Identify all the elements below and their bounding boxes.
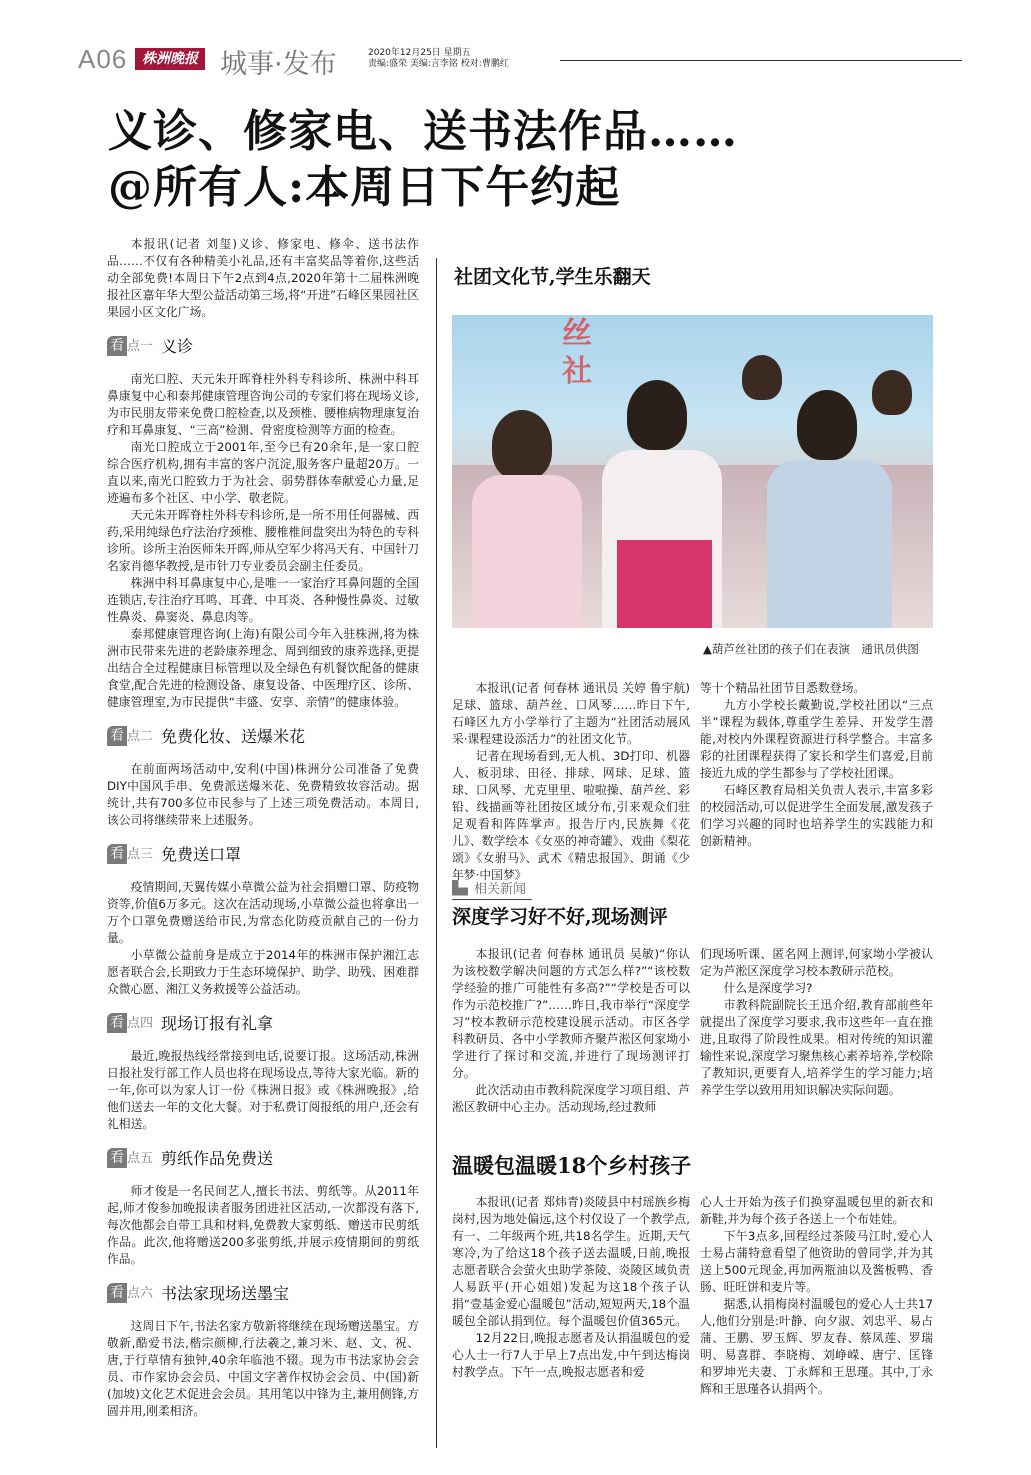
- club-article-title: 社团文化节,学生乐翻天: [454, 266, 651, 288]
- paragraph: 九方小学校长戴勤说,学校社团以“三点半”课程为载体,尊重学生差异、开发学生潜能,对校内外课程资源进行科学整合。丰富多彩的社团课程获得了家长和学生们喜爱,目前接近九成的学生都参与了学校社团课。: [700, 698, 933, 780]
- paragraph: 此次活动由市教科院深度学习项目组、芦淞区教研中心主办。活动现场,经过教师: [452, 1083, 690, 1114]
- paragraph: 12月22日,晚报志愿者及认捐温暖包的爱心人士一行7人于早上7点出发,中午到达梅岗村教学点。下午一点,晚报志愿者和爱: [452, 1331, 690, 1379]
- paragraph: 下午3点多,回程经过茶陵马江时,爱心人士易占蒲特意看望了他资助的曾同学,并为其送上500元现金,再加两瓶油以及酱板鸭、香肠、旺旺饼和麦片等。: [700, 1229, 933, 1294]
- paragraph: 本报讯(记者 何春林 通讯员 吴敏)“你认为该校数学解决问题的方式怎么样?”“该校数学经验的推广可能性有多高?”“学校是否可以作为示范校推广?”……昨日,我市举行“深度学习”校本教研示范校建设展示活动。市区各学科教研员、各中小学教师齐聚芦淞区何家坳小学进行了探讨和交流,并进行了现场测评打分。: [452, 947, 690, 1080]
- club-column-2: [700, 680, 933, 850]
- paragraph: 心人士开始为孩子们换穿温暖包里的新衣和新鞋,并为每个孩子各送上一个布娃娃。: [700, 1195, 933, 1226]
- main-article: [107, 236, 419, 1420]
- paragraph: 本报讯(记者 何春林 通讯员 关婷 鲁宇航)足球、篮球、葫芦丝、口风琴……昨日下午,石峰区九方小学举行了主题为“社团活动展风采·课程建设添活力”的社团文化节。: [452, 681, 690, 746]
- highlight-number: 点四: [127, 1015, 154, 1031]
- issue-meta: [368, 48, 509, 70]
- headline: [108, 104, 738, 216]
- paragraph: 据悉,认捐梅岗村温暖包的爱心人士共17人,他们分别是:叶静、向夕淑、刘忠平、易占蒲、王鹏、罗玉辉、罗友春、蔡凤莲、罗瑞明、易喜群、李晓梅、刘峥嵘、唐宁、匡锋和罗坤光夫妻、丁永辉和王思瑾。其中,丁永辉和王思瑾各认捐两个。: [700, 1297, 933, 1396]
- highlight-heading: [107, 335, 419, 357]
- warm-column-2: [700, 1194, 933, 1398]
- paragraph: 们现场听课、匿名网上测评,何家坳小学被认定为芦淞区深度学习校本教研示范校。: [700, 947, 933, 978]
- related-article-title: 深度学习好不好,现场测评: [452, 906, 668, 928]
- photo-caption: ▲葫芦丝社团的孩子们在表演 通讯员供图: [703, 642, 919, 656]
- highlight-number: 点五: [127, 1150, 154, 1166]
- paragraph: 什么是深度学习?: [723, 981, 813, 995]
- section-name: 城事·发布: [220, 49, 337, 80]
- staff-credits: 责编:盛荣 美编:言李铭 校对:曹鹏红: [368, 59, 509, 69]
- paragraph: 在前面两场活动中,安利(中国)株洲分公司准备了免费DIY中国风手串、免费派送爆米花、免费精致妆容活动。据统计,共有700多位市民参与了上述三项免费活动。本周日,该公司将继续带来上述服务。: [107, 762, 419, 827]
- highlight-badge: 看: [107, 1148, 127, 1168]
- related-column-2: [700, 946, 933, 1099]
- headline-line-2: @所有人:本周日下午约起: [108, 162, 621, 213]
- paragraph: 这周日下午,书法名家方敬新将继续在现场赠送墨宝。方敬新,酷爱书法,楷宗颜柳,行法羲之,兼习米、赵、文、祝、唐,于行草情有独钟,40余年临池不辍。现为市书法家协会会员、市作家协会会员、中国文字著作权协会会员、中(国)新(加坡)文化艺术促进会会员。其用笔以中锋为主,兼用侧锋,方圆并用,刚柔相济。: [107, 1319, 419, 1418]
- highlight-number: 点二: [127, 728, 154, 744]
- column-divider: [436, 258, 437, 1448]
- highlight-badge: 看: [107, 1283, 127, 1303]
- highlight-badge: 看: [107, 844, 127, 864]
- paragraph: 南光口腔、天元朱开晖脊柱外科专科诊所、株洲中科耳鼻康复中心和泰邦健康管理咨询公司的专家们将在现场义诊,为市民朋友带来免费口腔检查,以及颈椎、腰椎病物理康复治疗和耳鼻康复、“三高”检测、骨密度检测等方面的检查。: [107, 372, 419, 437]
- highlight-title: 现场订报有礼拿: [161, 1013, 274, 1033]
- paragraph: 等十个精品社团节目悉数登场。: [700, 681, 866, 695]
- issue-date: 2020年12月25日 星期五: [368, 48, 471, 58]
- related-news-label: [452, 878, 532, 900]
- highlight-heading: [107, 843, 419, 865]
- highlight-heading: [107, 725, 419, 747]
- paragraph: 天元朱开晖脊柱外科专科诊所,是一所不用任何器械、西药,采用纯绿色疗法治疗颈椎、腰椎椎间盘突出为特色的专科诊所。诊所主治医师朱开晖,师从空军少将冯天有、中国针刀名家肖德华教授,是市针刀专业委员会副主任委员。: [107, 508, 419, 573]
- headline-line-1: 义诊、修家电、送书法作品……: [108, 106, 738, 157]
- paragraph: 记者在现场看到,无人机、3D打印、机器人、板羽球、田径、排球、网球、足球、篮球、口风琴、尤克里里、啦啦操、葫芦丝、彩铅、线描画等社团按区域分布,引来观众们驻足观看和阵阵掌声。报告厅内,民族舞《花儿》、数学绘本《女巫的神奇罐》、戏曲《梨花颂》《女驸马》、武术《精忠报国》、朗诵《少年梦·中国梦》: [452, 749, 690, 882]
- photo-hulusi-performance: 丝 社: [452, 315, 933, 628]
- highlight-number: 点一: [127, 338, 154, 354]
- highlight-title: 剪纸作品免费送: [161, 1148, 274, 1168]
- paragraph: 师才俊是一名民间艺人,擅长书法、剪纸等。从2011年起,师才俊参加晚报读者服务团进社区活动,一次都没有落下,每次他都会自带工具和材料,免费教大家剪纸、赠送市民剪纸作品。此次,他将赠送200多张剪纸,并展示疫情期间的剪纸作品。: [107, 1184, 419, 1266]
- highlight-title: 免费化妆、送爆米花: [161, 726, 306, 746]
- highlight-heading: [107, 1012, 419, 1034]
- warm-column-1: [452, 1194, 690, 1381]
- arrow-icon: [452, 880, 468, 896]
- paragraph: 石峰区教育局相关负责人表示,丰富多彩的校园活动,可以促进学生全面发展,激发孩子们学习兴趣的同时也培养学生的实践能力和创新精神。: [700, 783, 933, 848]
- highlight-number: 点三: [127, 846, 154, 862]
- page-number: A06: [78, 44, 128, 74]
- paragraph: 疫情期间,天翼传媒小草微公益为社会捐赠口罩、防疫物资等,价值6万多元。这次在活动现场,小草微公益也将拿出一万个口罩免费赠送给市民,为常态化防疫贡献自己的一份力量。: [107, 880, 419, 945]
- paragraph: 小草微公益前身是成立于2014年的株洲市保护湘江志愿者联合会,长期致力于生态环境保护、助学、助残、困难群众微心愿、湘江义务救援等公益活动。: [107, 948, 419, 996]
- paragraph: 本报讯(记者 郑炜青)炎陵县中村瑶族乡梅岗村,因为地处偏远,这个村仅设了一个教学点,有一、二年级两个班,共18名学生。近期,天气寒冷,为了给这18个孩子送去温暖,日前,晚报志愿者联合会萤火虫助学茶陵、炎陵区域负责人易跃平(开心姐姐)发起为这18个孩子认捐“壹基金爱心温暖包”活动,短短两天,18个温暖包全部认捐到位。每个温暖包价值365元。: [452, 1195, 690, 1328]
- highlight-title: 义诊: [161, 336, 194, 356]
- highlight-badge: 看: [107, 726, 127, 746]
- highlight-badge: 看: [107, 336, 127, 356]
- related-column-1: [452, 946, 690, 1116]
- header-rule: [560, 60, 962, 61]
- article-intro: 本报讯(记者 刘玺)义诊、修家电、修伞、送书法作品……不仅有各种精美小礼品,还有丰富奖品等着你,这些活动全部免费!本周日下午2点到4点,2020年第十二届株洲晚报社区嘉年华大型公益活动第三场,将“开进”石峰区果园社区果园小区文化广场。: [107, 237, 419, 319]
- paragraph: 泰邦健康管理咨询(上海)有限公司今年入驻株洲,将为株洲市民带来先进的老龄康养理念、周到细致的康养选择,更提出结合全过程健康目标管理以及全绿色有机餐饮配备的健康食堂,配合先进的检测设备、康复设备、中医理疗区、诊所、健康管理室,为市民提供“丰盛、安享、亲情”的健康体验。: [107, 627, 419, 709]
- newspaper-logo: 株洲晚报: [135, 48, 205, 70]
- warm-article-title: 温暖包温暖18个乡村孩子: [452, 1153, 692, 1178]
- paragraph: 最近,晚报热线经常接到电话,说要订报。这场活动,株洲日报社发行部工作人员也将在现场设点,等待大家光临。新的一年,你可以为家人订一份《株洲日报》或《株洲晚报》,给他们送去一年的文化大餐。对于私费订阅报纸的用户,还会有礼相送。: [107, 1049, 419, 1131]
- highlight-title: 免费送口罩: [161, 844, 242, 864]
- paragraph: 市教科院副院长王迅介绍,教育部前些年就提出了深度学习要求,我市这些年一直在推进,且取得了阶段性成果。相对传统的知识灌输性来说,深度学习聚焦核心素养培养,学校除了教知识,更要育人,培养学生的学习能力;培养学生学以致用用知识解决实际问题。: [700, 998, 933, 1097]
- paragraph: 南光口腔成立于2001年,至今已有20余年,是一家口腔综合医疗机构,拥有丰富的客户沉淀,服务客户量超20万。一直以来,南光口腔致力于为社会、弱势群体奉献爱心力量,足迹遍布多个社区、中小学、敬老院。: [107, 440, 419, 505]
- highlight-heading: [107, 1147, 419, 1169]
- highlight-title: 书法家现场送墨宝: [161, 1283, 290, 1303]
- club-column-1: [452, 680, 690, 884]
- paragraph: 株洲中科耳鼻康复中心,是唯一一家治疗耳鼻问题的全国连锁店,专注治疗耳鸣、耳聋、中耳炎、各种慢性鼻炎、过敏性鼻炎、鼻窦炎、鼻息肉等。: [107, 576, 419, 624]
- highlight-number: 点六: [127, 1285, 154, 1301]
- related-news-text: 相关新闻: [474, 882, 527, 897]
- highlight-badge: 看: [107, 1013, 127, 1033]
- highlight-heading: [107, 1282, 419, 1304]
